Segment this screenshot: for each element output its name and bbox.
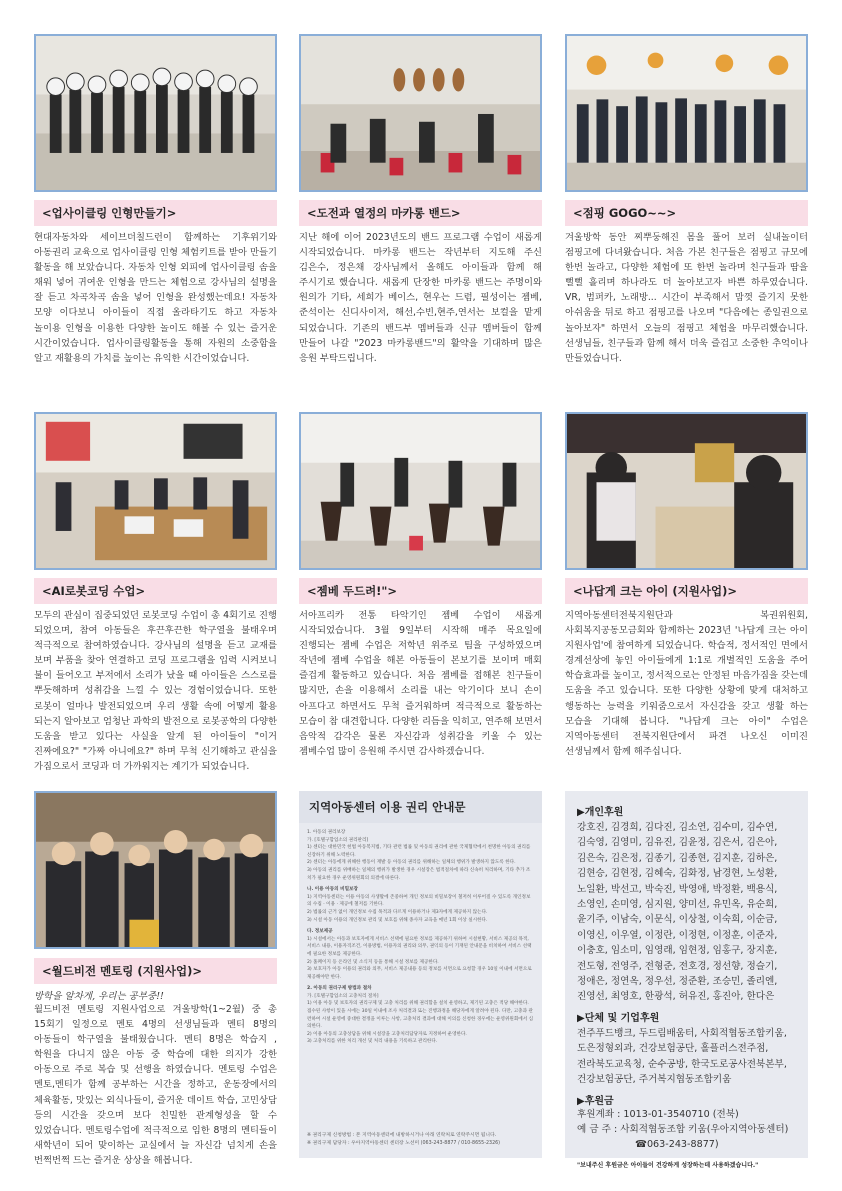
photo-djembe: [299, 412, 542, 570]
section-text-robot-coding: 모두의 관심이 집중되었던 로봇코딩 수업이 총 4회기로 진행 되었으며, 참여 아동들은 후끈후끈한 학구열을 불태우며 적극적으로 참여하였습니다. 강사님의 설명을 듣고 교재를 보며 부품을 찾아 연결하고 코딩 프로그램을 입력 시켜보니 불이 들어오고 부저에서 소리가 났을 때 아이들은 스스로를 뿌듯해하며 성취감을 느낄 수 있는 경험이었습니다. 또한 로봇이 얼마나 발전되었으며 우리 생활 속에 어떻게 활용 되는지 알아보고 엄청난 과학의 발전으로 로봇공학의 다양한 도움을 받고 있다는 사실을 알게 된 아이들이 "이거 진짜에요?" "가짜 아니에요?" 하며 무척 신기해하고 관심을 가짐으로서 코딩과 더 가까워지는 계기가 되었습니다.: [34, 610, 277, 772]
rights-notice-body: [299, 823, 542, 1050]
rights-line: 가. [호텔구합업소의 권리판리]: [307, 837, 369, 843]
donation-note: "보내주신 후원금은 아이들이 건강하게 성장하는데 사용하겠습니다.": [577, 1161, 759, 1169]
rights-line: 1) 이용 아동 및 보호자의 권리구제 및 고충 처리를 위해 권리함을 설치 운영하고, 제기된 고충은 적당 해야한다. 접수된 사항이 있을 시에는 30일 이내에 조사 처리결과 또는 진행과정을 해당자에게 알려야 된다. 다만, 고충과 관련하여 시설 운영에 중대한 결정을 이루는 사항, 고충처리 결과에 대해 이의를 신청한 경우에는 운영위원회에서 심의한다.: [307, 1001, 534, 1030]
group-donors-heading: ▶단체 및 기업후원: [577, 1012, 660, 1024]
rights-line: 1) 시설에서는 아동과 보호자에게 서비스 선택에 필요한 정보를 제공하기 위하여 시설현황, 서비스 제공의 목적, 서비스 내용, 이용자격조건, 이용방법, 이용자의 권리와 의무, 권익의 등이 기재된 안내문을 비치하여 서비스 선택에 필요한 정보를 제공한다.: [307, 936, 532, 957]
account-label: 후원계좌 :: [577, 1108, 621, 1120]
rights-line: 2) 법률의 근거 없이 개인정보 수집 목적과 다르게 이용하거나 제3자에게 제공하지 않는다.: [307, 909, 488, 915]
rights-line: 나. 이용 아동의 비밀보장: [307, 887, 358, 893]
phone-number: ☎063-243-8877): [635, 1138, 719, 1150]
holder-label: 예 금 주 :: [577, 1123, 618, 1135]
section-title-jumping: <점핑 GOGO~~>: [565, 200, 808, 226]
section-title-upcycling: <업사이클링 인형만들기>: [34, 200, 277, 226]
rights-line: 2) 센터는 아동에게 위해한 행동이 재발 등 아동의 권리를 위해하는 일체의 행위가 발생하지 않도록 한다.: [307, 860, 516, 866]
rights-line: 1) 지역아동센터는 이용 아동의 사생활에 존중하여 개인 정보의 비밀보장이 철저히 이루어질 수 있도록 개인정보의 수집 · 이용 · 제공에 철저를 기한다.: [307, 894, 531, 908]
rights-notice-title: 지역아동센터 이용 권리 안내문: [299, 791, 542, 823]
donation-heading: ▶후원금: [577, 1095, 614, 1107]
individual-donors-heading: ▶개인후원: [577, 807, 624, 818]
section-text-jumping: 겨울방학 동안 찌뿌둥해진 몸을 풀어 보러 실내놀이터 점핑고에 다녀왔습니다. 처음 가본 친구들은 점핑고 규모에 한번 놀라고, 다양한 체험에 또 한번 놀라며 친구들과 땀을 뻘뻘 흘리며 하나라도 더 놀아보고자 바쁜 하루였습니다. VR, 범퍼카, 노래방... 시간이 부족해서 맘껏 즐기지 못한 아쉬움을 뒤로 하고 점핑고를 나오며 "다음에는 종일권으로 놀아보자" 하면서 오늘의 점핑고 체험을 마무리했습니다. 선생님들, 친구들과 함께 해서 더욱 즐겁고 소중한 추억이나 만들었습니다.: [565, 232, 808, 364]
individual-donors-list: 강호진, 김경희, 김다진, 김소연, 김수미, 김수연, 김숙영, 김영미, 김유진, 김윤정, 김은서, 김은아, 김은숙, 김은정, 김종기, 김종현, 김지훈, 김하은, 김현승, 김현정, 김혜숙, 김화정, 남경현, 노성환, 노일환, 박선고, 박숙진, 박영애, 박정환, 백용식, 소영인, 손미영, 심지원, 양미선, 유민옥, 유순희, 윤기주, 이남숙, 이문식, 이상철, 이숙희, 이순금, 이영신, 이우열, 이정란, 이정현, 이정훈, 이준자, 이충호, 임소미, 임영래, 임현정, 임홍구, 장지훈, 전도형, 전영주, 전형준, 전호경, 정선향, 정슬기, 정애은, 정연옥, 정우선, 정준환, 조승민, 졸리엔, 진영선, 최영호, 한광석, 허유진, 홍진아, 한다은: [577, 822, 778, 1003]
photo-band: [299, 34, 542, 192]
section-title-mentoring: <월드비전 멘토링 (지원사업)>: [34, 958, 277, 984]
donation-phone-row: [577, 1137, 798, 1152]
rights-notice-footer: [307, 1132, 534, 1148]
rights-footer-line: ※ 권리구제 신청방법 : 본 지역아동센터에 내방하시거나 아래 연락처로 연락주시면 됩니다.: [307, 1133, 497, 1138]
photo-nadapge: [565, 412, 808, 570]
section-text-djembe: 서아프리카 전통 타악기인 젬베 수업이 새롭게 시작되었습니다. 3월 9일부터 시작해 매주 목요일에 진행되는 젬베 수업은 저학년 위주로 팀을 구성하였으며 작년에 젬베 수업을 해본 아동들이 본보기를 보이며 매회 즐겁게 활동하고 있습니다. 처음 젬베를 접해본 친구들이 많지만, 손을 이용해서 소리를 내는 악기이다 보니 손이 아프다고 하면서도 무척 즐거워하며 적극적으로 활동하는 모습이 참 대견합니다. 다양한 리듬을 익히고, 연주해 보면서 음악적 감각은 물론 자신감과 성취감을 키울 수 있는 젬베수업 많이 응원해 주시면 감사하겠습니다.: [299, 610, 542, 757]
holder-name: 사회적협동조합 키움(우아지역아동센터): [620, 1123, 789, 1135]
rights-line: 1) 센터는 대한민국 헌법 아동복지법, 기타 관련 법률 및 아동의 권리에 관한 국제협약에서 천명한 아동의 권리를 신장하기 위해 노력한다.: [307, 845, 531, 858]
rights-footer-line: ※ 권리구제 담당자 : 우아지역아동센터 센터장 노선미 (063-243-8877 / 010-8655-2326): [307, 1141, 501, 1146]
section-title-nadapge: <나답게 크는 아이 (지원사업)>: [565, 578, 808, 604]
rights-line: 3) 보호자가 아동 이용의 권리와 의무, 서비스 제공내용 등의 정보를 서면으로 요청할 경우 10일 이내에 서면으로 제공해야만 한다.: [307, 967, 532, 980]
photo-robot-coding: [34, 412, 277, 570]
mentoring-handwritten-caption: 방학을 알차게, 우리는 공부중!!: [34, 991, 164, 1002]
section-title-robot-coding: <AI로봇코딩 수업>: [34, 578, 277, 604]
section-text-upcycling: 현대자동차와 세이브더칠드런이 함께하는 기후위기와 아동권리 교육으로 업사이클링 인형 체험키트를 받아 만들기 활동을 해 보았습니다. 자동차 인형 외피에 업사이클링 솜을 채워 넣어 귀여운 인형을 만드는 체험으로 강사님의 설명을 잘 듣고 차곡차곡 솜을 넣어 인형을 완성했는데요! 자동차 모양 이다보니 아이들이 직접 올라타기도 하고 자동차 놀이용 인형을 이용한 다양한 놀이도 해볼 수 있는 즐거운 시간이었습니다. 업사이클링활동을 통해 자원의 소중함을 알고 재활용의 가치를 높이는 유익한 시간이었습니다.: [34, 232, 277, 364]
photo-mentoring: [34, 791, 277, 949]
rights-line: 3) 시설 아동 이용의 개인정보 관리 및 보호를 위해 종사자 교육을 매년 1회 이상 실시한다.: [307, 917, 488, 923]
section-text-nadapge: 지역아동센터전북지원단과 복권위원회, 사회복지공동모금회와 함께하는 2023년 '나답게 크는 아이 지원사업'에 참여하게 되었습니다. 학습적, 정서적인 면에서 경계선상에 놓인 아이들에게 1:1로 개별적인 도움을 주어 학습효과를 높이고, 정서적으로는 안정된 마음가짐을 갖는데 도움을 주고 있습니다. 또한 다양한 상황에 맞게 대처하고 행동하는 능력을 키워줌으로서 자신감을 갖고 생활 하는 모습을 기대해 봅니다. "나답게 크는 아이" 수업은 지역아동센터 전북지원단에서 파견 나오신 이미진 선생님께서 함께 해주십니다.: [565, 610, 808, 757]
donors-panel: [565, 791, 808, 1169]
rights-line: 1. 아동의 권리보장: [307, 830, 346, 835]
rights-line: 3) 아동의 권리를 위배하는 일체의 행위가 발생한 경우 시설장은 법적절차에 따라 신속히 처리하며, 기타 추가 조치가 필요한 경우 운영위원회의 의결에 따른다.: [307, 867, 531, 881]
photo-jumping: [565, 34, 808, 192]
photo-upcycling: [34, 34, 277, 192]
rights-line: 가. [호텔구합업소의 고충처리 절차]: [307, 993, 379, 999]
rights-notice-panel: [299, 791, 542, 1158]
rights-line: 2. 아동의 권리구제 방법과 절차: [307, 986, 372, 992]
group-donors-list: 전주푸드뱅크, 두드림배움터, 사회적협동조합키움, 도은정형외과, 건강보험공단, 홀플러스전주점, 전라북도교육청, 순수공방, 한국도로공사전북본부, 건강보험공단, 주거복지협동조합키움: [577, 1027, 787, 1086]
rights-line: 2) 홈페이지 등 온라인 및 소식지 등을 통해 시설 정보를 제공한다.: [307, 959, 439, 965]
donation-holder-row: [577, 1122, 798, 1137]
section-text-mentoring: 월드비전 멘토링 지원사업으로 겨울방학(1~2월) 중 총 15회기 일정으로 멘토 4명의 선생님들과 멘티 8명의 아동들이 학구열을 불태웠습니다. 멘티 8명은 학습지 ,학원을 다니지 않은 아동 중 학습에 대한 의지가 강한 아동으로 주로 복습 및 선행을 하였습니다. 멘토링 수업은 멘토,멘티가 함께 공부하는 시간을 정하고, 운동장에서의 체육활동, 맛있는 외식나들이, 즐거운 데이트 학습, 고민상담 등의 시간을 갖으며 보다 친밀한 관계형성을 할 수 있었습니다. 멘토링수업에 적극적으로 임한 8명의 멘티들이 새학년이 되어 맞이하는 교실에서 늘 자신감 넘치게 손을 번쩍번쩍 드는 즐거운 상상을 해봅니다.: [34, 1004, 277, 1166]
donation-account-row: [577, 1107, 798, 1122]
rights-line: 다. 정보제공: [307, 929, 333, 935]
section-title-band: <도전과 열정의 마카롱 밴드>: [299, 200, 542, 226]
section-text-band: 지난 해에 이어 2023년도의 밴드 프로그램 수업이 새롭게 시작되었습니다. 마카롱 밴드는 작년부터 지도해 주신 김은수, 정은채 강사님께서 올해도 아이들과 함께 해 주시기로 했습니다. 새롭게 단장한 마카롱 밴드는 주명이와 원의가 기타, 세희가 베이스, 현우는 드럼, 필성이는 젬베, 준석이는 신디사이저, 해선,수빈,현주,연서는 보컬을 맡게 되었습니다. 기존의 밴드부 멤버들과 신규 멤버들이 함께 만들어 나갈 "2023 마카롱밴드"의 활약을 기대하며 많은 응원 부탁드립니다.: [299, 232, 542, 364]
account-number: 1013-01-3540710 (전북): [623, 1108, 739, 1120]
section-title-djembe: <젬베 두드려!">: [299, 578, 542, 604]
rights-line: 3) 고충처리를 위한 처리 개선 및 처리 내용을 기록하고 관리한다.: [307, 1039, 438, 1045]
rights-line: 2) 이용 아동의 고충상담을 위해 시설장을 고충처리담당자로 지정하여 운영한다.: [307, 1031, 467, 1037]
